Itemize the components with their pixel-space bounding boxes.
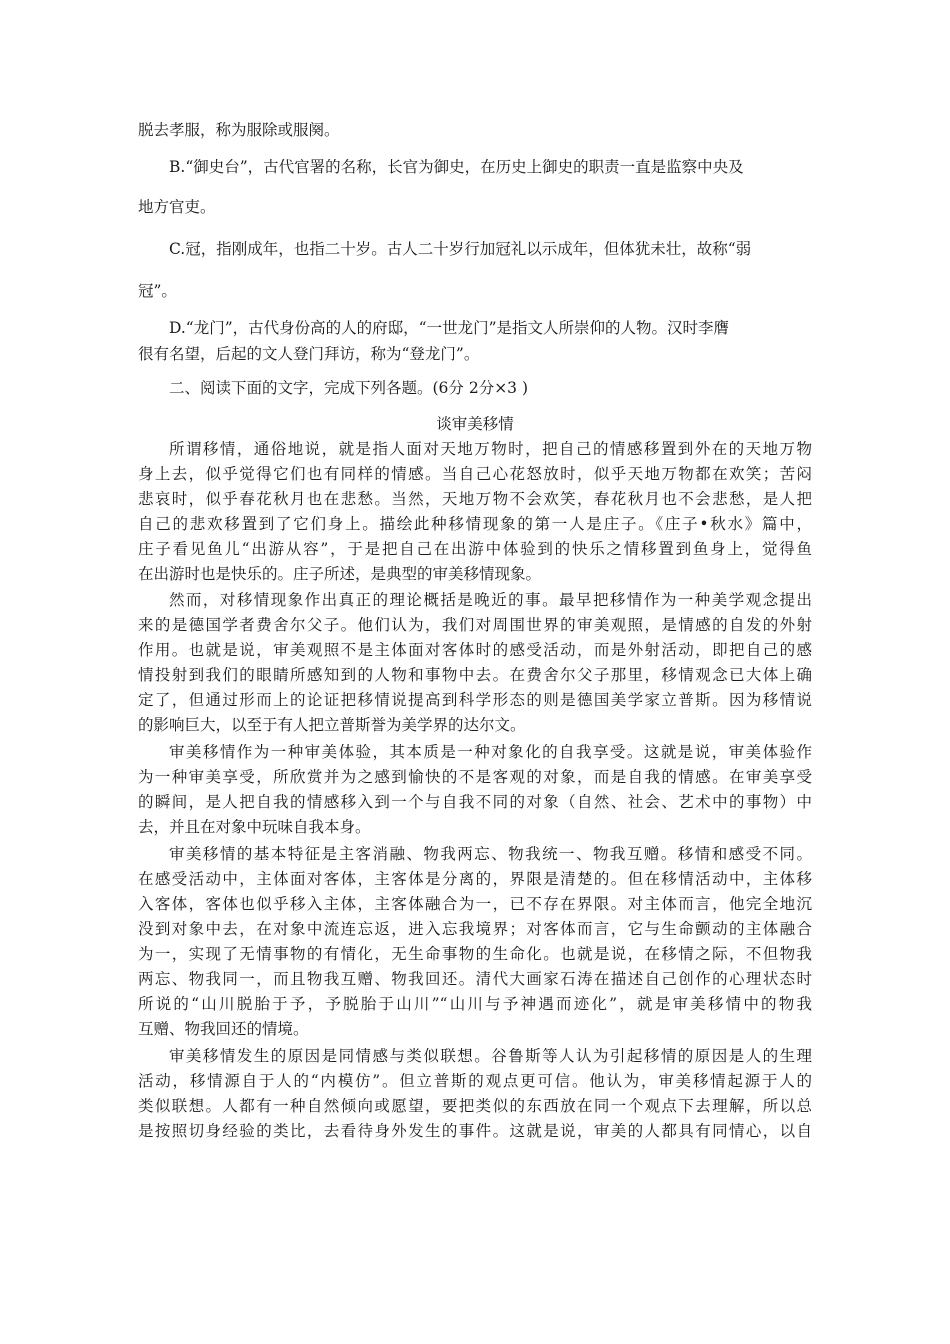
section-heading: 二、阅读下面的文字，完成下列各题。(6分 2分×3 ) (169, 379, 529, 397)
paragraph-5-line: 类似联想。人都有一种自然倾向或愿望，要把类似的东西放在同一个观点下去理解，所以总 (138, 1097, 812, 1115)
option-b-line-1: B.“御史台”，古代官署的名称，长官为御史，在历史上御史的职责一直是监察中央及 (169, 158, 744, 176)
paragraph-4-line: 审美移情的基本特征是主客消融、物我两忘、物我统一、物我互赠。移情和感受不同。 (169, 845, 812, 863)
paragraph-4-line: 为一，实现了无情事物的有情化，无生命事物的生命化。也就是说，在移情之际，不但物我 (138, 945, 812, 963)
option-b-line-2: 地方官吏。 (138, 198, 216, 216)
paragraph-2-line: 作用。也就是说，审美观照不是主体面对客体时的感受活动，而是外射活动，即把自己的感 (138, 641, 812, 659)
paragraph-2-line: 然而，对移情现象作出真正的理论概括是晚近的事。最早把移情作为一种美学观念提出 (169, 591, 812, 609)
paragraph-3-line: 审美移情作为一种审美体验，其本质是一种对象化的自我享受。这就是说，审美体验作 (169, 743, 812, 761)
paragraph-3-line: 的瞬间，是人把自我的情感移入到一个与自我不同的对象（自然、社会、艺术中的事物）中 (138, 793, 812, 811)
paragraph-5-line: 审美移情发生的原因是同情感与类似联想。谷鲁斯等人认为引起移情的原因是人的生理 (169, 1047, 812, 1065)
paragraph-4-line: 所说的“山川脱胎于予，予脱胎于山川”“山川与予神遇而迹化”，就是审美移情中的物我 (138, 995, 812, 1013)
paragraph-1-line: 在出游时也是快乐的。庄子所述，是典型的审美移情现象。 (138, 565, 542, 583)
option-c-line-2: 冠”。 (138, 282, 177, 300)
option-c-line-1: C.冠，指刚成年，也指二十岁。古人二十岁行加冠礼以示成年，但体犹未壮，故称“弱 (169, 240, 752, 258)
article-title: 谈审美移情 (436, 415, 514, 433)
paragraph-4-line: 在感受活动中，主体面对客体，主客体是分离的，界限是清楚的。但在移情活动中，主体移 (138, 870, 812, 888)
paragraph-4-line: 入客体，客体也似乎移入主体，主客体融合为一，已不存在界限。对主体而言，他完全地沉 (138, 895, 812, 913)
paragraph-1-line: 所谓移情，通俗地说，就是指人面对天地万物时，把自己的情感移置到外在的天地万物 (169, 440, 812, 458)
paragraph-1-line: 悲哀时，似乎春花秋月也在悲愁。当然，天地万物不会欢笑，春花秋月也不会悲愁，是人把 (138, 490, 812, 508)
paragraph-1-line: 庄子看见鱼儿“出游从容”，于是把自己在出游中体验到的快乐之情移置到鱼身上，觉得鱼 (138, 540, 812, 558)
option-d-line-2: 很有名望，后起的文人登门拜访，称为“登龙门”。 (138, 345, 480, 363)
paragraph-5-line: 是按照切身经验的类比，去看待身外发生的事件。这就是说，审美的人都具有同情心，以自 (138, 1122, 812, 1140)
paragraph-2-line: 情投射到我们的眼睛所感知到的人物和事物中去。在费舍尔父子那里，移情观念已大体上确 (138, 666, 812, 684)
option-d-line-1: D.“龙门”，古代身份高的人的府邸，“一世龙门”是指文人所崇仰的人物。汉时李膺 (169, 319, 730, 337)
paragraph-4-line: 两忘、物我同一，而且物我互赠、物我回还。清代大画家石涛在描述自己创作的心理状态时 (138, 970, 812, 988)
paragraph-2-line: 的影响巨大，以至于有人把立普斯誉为美学界的达尔文。 (138, 716, 526, 734)
paragraph-1-line: 自己的悲欢移置到了它们身上。描绘此种移情现象的第一人是庄子。《庄子•秋水》篇中， (138, 515, 812, 533)
paragraph-3-line: 为一种审美享受，所欣赏并为之感到愉快的不是客观的对象，而是自我的情感。在审美享受 (138, 768, 812, 786)
paragraph-4-line: 没到对象中去，在对象中流连忘返，进入忘我境界；对客体而言，它与生命颤动的主体融合 (138, 920, 812, 938)
paragraph-5-line: 活动，移情源自于人的“内模仿”。但立普斯的观点更可信。他认为，审美移情起源于人的 (138, 1072, 812, 1090)
paragraph-3-line: 去，并且在对象中玩味自我本身。 (138, 818, 371, 836)
paragraph-2-line: 来的是德国学者费舍尔父子。他们认为，我们对周围世界的审美观照，是情感的自发的外射 (138, 616, 812, 634)
option-a-tail: 脱去孝服，称为服除或服阕。 (138, 121, 340, 139)
paragraph-2-line: 定了，但通过形而上的论证把移情说提高到科学形态的则是德国美学家立普斯。因为移情说 (138, 691, 812, 709)
paragraph-4-line: 互赠、物我回还的情境。 (138, 1020, 309, 1038)
paragraph-1-line: 身上去，似乎觉得它们也有同样的情感。当自己心花怒放时，似乎天地万物都在欢笑；苦闷 (138, 465, 812, 483)
